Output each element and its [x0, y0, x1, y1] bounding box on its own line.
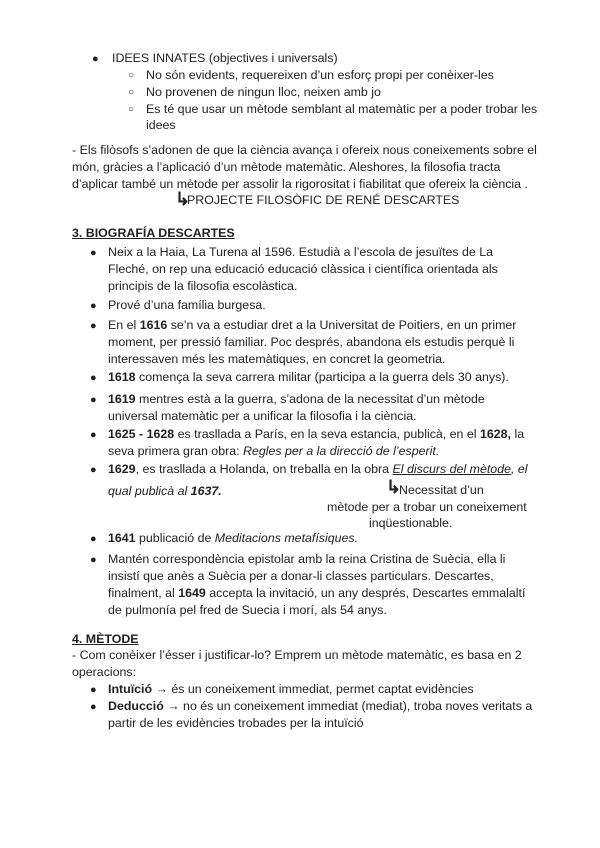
- project-title: PROJECTE FILOSÒFIC DE RENÉ DESCARTES: [187, 193, 460, 207]
- ideas-item-2: No provenen de ningun lloc, neixen amb jo: [146, 85, 381, 99]
- bio-b1-line-1: Neix a la Haia, La Turena al 1596. Estudià a l’escola de jesuïtes de La: [108, 245, 494, 259]
- bio-b7-line-2: qual publicà al 1637.: [108, 484, 222, 498]
- bio-b7-note-2: mètode per a trobar un coneixement: [327, 500, 527, 514]
- method-item-intuition: Intuïció → és un coneixement immediat, permet captat evidències: [108, 682, 474, 696]
- bullet-dot: ●: [90, 320, 97, 332]
- bullet-dot: ●: [90, 394, 97, 406]
- sub-bullet-circle: ○: [128, 87, 135, 98]
- ideas-title: IDEES INNATES (objectives i universals): [112, 51, 338, 65]
- bio-b5-line-1: 1619 mentres està a la guerra, s’adona de la necessitat d’un mètode: [108, 392, 485, 406]
- intro-line-3: d’aplicar també un mètode per assolir la rigorositat i fiabilitat que ofereix la ciència .: [72, 177, 528, 191]
- ideas-item-1: No són evidents, requereixen d’un esforç propi per conèixer-les: [146, 68, 494, 82]
- bio-b7-line-1: 1629, es trasllada a Holanda, on treballa en la obra El discurs del mètode, el: [108, 462, 528, 476]
- bullet-dot: ●: [90, 247, 97, 259]
- bio-b3-line-1: En el 1616 se’n va a estudiar dret a la Universitat de Poitiers, en un primer: [108, 318, 517, 332]
- bullet-dot: ●: [90, 554, 97, 566]
- bio-b7-note-3: inqüestionable.: [369, 516, 453, 530]
- method-item-deduction: Deducció → no és un coneixement immediat (mediat), troba noves veritats a: [108, 699, 533, 713]
- ideas-item-3-cont: idees: [146, 118, 176, 132]
- bio-b2: Prové d’una família burgesa.: [108, 298, 266, 312]
- section-heading-method: 4. MÈTODE: [72, 632, 139, 646]
- bio-b7-note-1: Necessitat d’un: [399, 483, 484, 497]
- bullet-dot: ●: [90, 533, 97, 545]
- bullet-dot: ●: [90, 464, 97, 476]
- ideas-item-3: Es té que usar un mètode semblant al matemàtic per a poder trobar les: [146, 102, 538, 116]
- bio-b3-line-2: moment, per pressió familiar. Poc després, abandona els estudis perquè li: [108, 335, 515, 349]
- bio-b5-line-2: universal matemàtic per a unificar la filosofia i la ciència.: [108, 409, 417, 423]
- bio-b9-line-1: Mantén correspondència epistolar amb la reina Cristina de Suècia, ella li: [108, 552, 506, 566]
- turn-arrow-icon: ↳: [386, 477, 402, 497]
- bullet-dot: ●: [90, 300, 97, 312]
- intro-line-1: - Els filòsofs s’adonen de que la ciència avança i ofereix nous coneixements sobre el: [72, 143, 537, 157]
- bullet-dot: ●: [90, 701, 97, 713]
- bullet-dot: ●: [92, 53, 99, 65]
- method-line-1: - Com conèixer l’ésser i justificar-lo? Emprem un mètode matemàtic, es basa en 2: [72, 648, 522, 662]
- method-line-2: operacions:: [72, 665, 137, 679]
- bio-b1-line-3: principis de la filosofia escolàstica.: [108, 279, 298, 293]
- bullet-dot: ●: [90, 684, 97, 696]
- bio-b6-line-2: seva primera gran obra: Regles per a la direcció de l’esperit.: [108, 444, 440, 458]
- sub-bullet-circle: ○: [128, 70, 135, 81]
- intro-line-2: món, gràcies a l’aplicació d’un mètode matemàtic. Aleshores, la filosofia tracta: [72, 160, 501, 174]
- bio-b9-line-2: insistí que anès a Suècia per a donar-li classes particulars. Descartes,: [108, 569, 494, 583]
- sub-bullet-circle: ○: [128, 104, 135, 115]
- method-item-deduction-cont: partir de les evidències trobades per la intuïció: [108, 716, 364, 730]
- bio-b3-line-3: interessaven més les matemàtiques, en concret la geometria.: [108, 352, 446, 366]
- bullet-dot: ●: [90, 429, 97, 441]
- bio-b4: 1618 comença la seva carrera militar (participa a la guerra dels 30 anys).: [108, 370, 509, 384]
- bio-b8: 1641 publicació de Meditacions metafísiques.: [108, 531, 359, 545]
- turn-arrow-icon: ↳: [175, 189, 191, 209]
- bullet-dot: ●: [90, 372, 97, 384]
- section-heading-biography: 3. BIOGRAFÍA DESCARTES: [72, 226, 235, 240]
- bio-b9-line-3: finalment, al 1649 accepta la invitació, un any després, Descartes emmalaltí: [108, 586, 526, 600]
- bio-b9-line-4: de pulmonía pel fred de Suecia i morí, als 54 anys.: [108, 603, 387, 617]
- bio-b6-line-1: 1625 - 1628 es trasllada a París, en la seva estancia, publicà, en el 1628, la: [108, 427, 525, 441]
- bio-b1-line-2: Fleché, on rep una educació educació clàssica i científica orientada als: [108, 262, 498, 276]
